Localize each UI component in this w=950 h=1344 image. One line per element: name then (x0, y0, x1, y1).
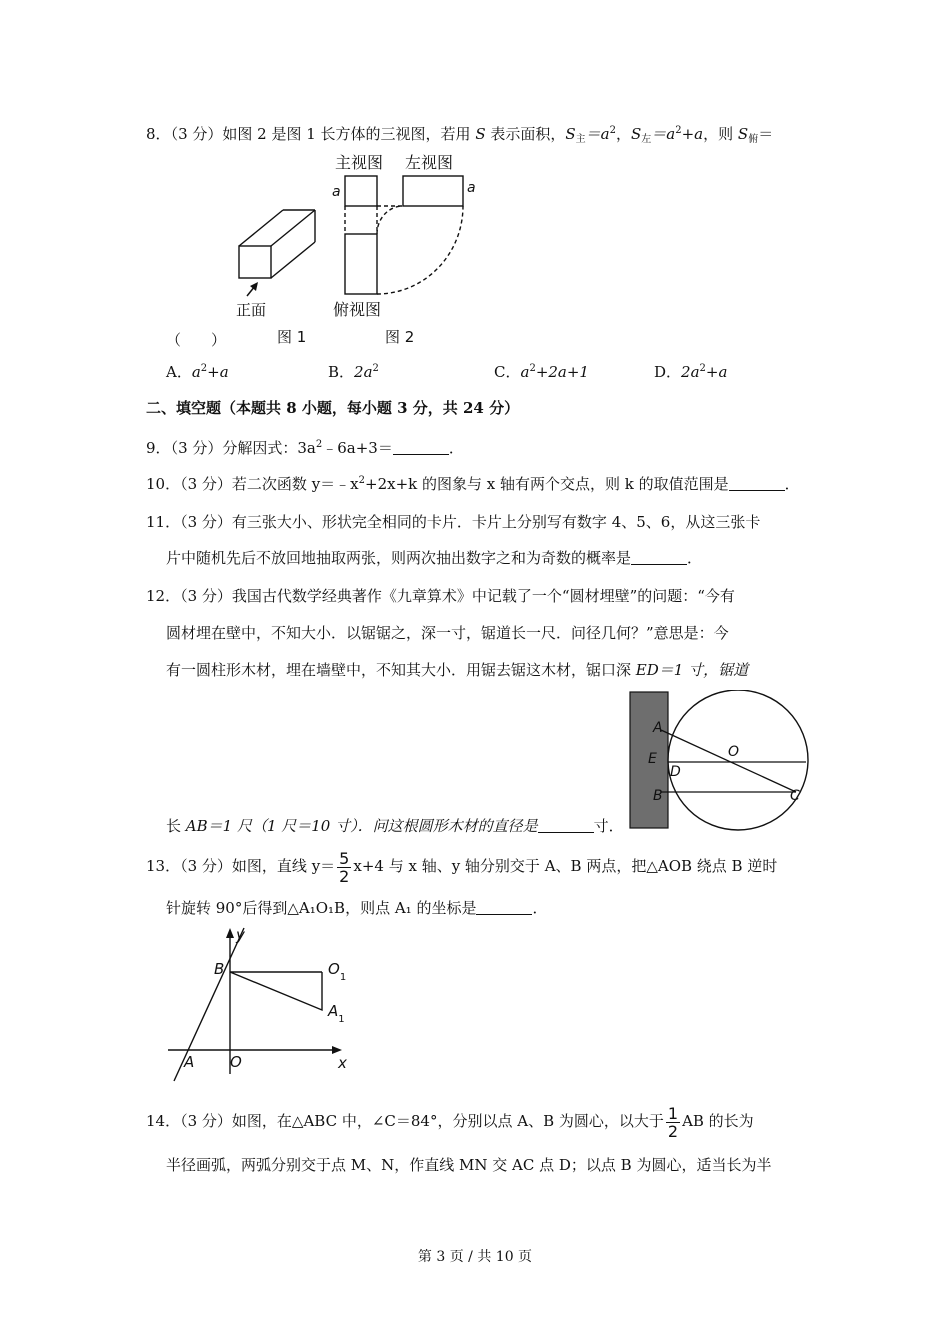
q8-figure (225, 148, 495, 348)
q9-line: 9．（3 分）分解因式：$3a^2﹣6a+3=$ ． (146, 439, 464, 457)
q8-text-b: 表示面积， (485, 125, 566, 143)
front-label: 正面 (236, 301, 267, 319)
q11-line1: 11．（3 分）有三张大小、形状完全相同的卡片．卡片上分别写有数字 4、5、6，从这三张卡 (146, 513, 761, 531)
q8-sub-top: 俯 (748, 134, 759, 145)
q8-s-left: S (631, 125, 642, 143)
label-D: D (670, 764, 681, 780)
q8-eq-a2: ＝a (585, 125, 610, 143)
q11-answer-blank[interactable] (631, 550, 687, 565)
fig2-label: 图 2 (385, 328, 415, 346)
q10-line: 10．（3 分）若二次函数 $y=﹣x^2+2x+k$ 的图象与 x 轴有两个交点，则 k 的取值范围是 ． (146, 475, 800, 493)
label-E: E (648, 751, 657, 767)
q13-text-b: x+4 与 x 轴、y 轴分别交于 A、B 两点，把△AOB 绕点 B 逆时 (353, 857, 778, 875)
q13-fraction: $\frac{5}{2}$ (339, 848, 350, 886)
q12-line3: 有一圆柱形木材，埋在墙壁中，不知其大小．用锯去锯这木材，锯口深 ED＝1 寸，锯道 (166, 661, 749, 679)
q14-line2: 半径画弧，两弧分别交于点 M、N，作直线 MN 交 AC 点 D；以点 B 为圆心，适当长为半 (166, 1156, 772, 1174)
q9-text-a: 分解因式：3a (222, 439, 316, 457)
q8-score: （3 分） (170, 125, 223, 143)
q13-line1: 13．（3 分）如图，直线 y＝ $\frac{5}{2}$ x+4 与 x 轴、y 轴分别交于 A、B 两点，把△AOB 绕点 B 逆时 (146, 848, 778, 886)
left-view-rect (403, 176, 463, 206)
cuboid-drawing (239, 210, 315, 278)
q8-plus-a: +a (681, 125, 704, 143)
label-O: O (230, 1053, 242, 1071)
main-view-rect (345, 176, 377, 206)
q13-text-a: 如图，直线 y＝ (231, 857, 336, 875)
q8-eq-a2a: ＝a (651, 125, 676, 143)
q12-line1: 12．（3 分）我国古代数学经典著作《九章算术》中记载了一个“圆材埋壁”的问题：“今有 (146, 587, 735, 605)
q8-text-a: 如图 2 是图 1 长方体的三视图，若用 (222, 125, 476, 143)
three-view-drawing (345, 176, 463, 294)
q8-eq: ＝ (758, 125, 774, 143)
q8-number: 8 (146, 125, 156, 143)
label-A: A (184, 1053, 195, 1071)
q10-answer-blank[interactable] (729, 476, 785, 491)
q14-fraction: $\frac{1}{2}$ (667, 1103, 679, 1141)
left-view-label: 左视图 (405, 153, 454, 172)
page-footer: 第 3 页 / 共 10 页 (417, 1249, 533, 1265)
q12-figure (626, 690, 812, 832)
q9-text-b: ﹣6a+3＝ (322, 439, 393, 457)
q8-sub-left: 左 (641, 134, 652, 145)
q12-line2: 圆材埋在壁中，不知大小．以锯锯之，深一寸，锯道长一尺．问径几何？”意思是：今 (166, 624, 729, 642)
q8-option-d[interactable]: D．$2a^2+a$ (654, 363, 728, 381)
label-A: A (653, 720, 663, 736)
label-O: O (728, 744, 740, 760)
label-B: B (214, 960, 225, 978)
q14-text-b: AB 的长为 (682, 1112, 754, 1130)
q14-line1: 14．（3 分）如图，在△ABC 中，∠C＝84°，分别以点 A、B 为圆心，以大于 $\frac{1}{2}$ AB 的长为 (146, 1103, 754, 1141)
q8-option-a[interactable]: A．$a^2+a$ (166, 363, 229, 381)
label-y: y (236, 926, 245, 944)
section2-title: 二、填空题（本题共 8 小题，每小题 3 分，共 24 分） (146, 399, 520, 417)
a-label-left: a (332, 184, 341, 200)
log-circle (668, 690, 808, 830)
q14-text-a: 如图，在△ABC 中，∠C＝84°，分别以点 A、B 为圆心，以大于 (231, 1112, 664, 1130)
q13-line2: 针旋转 90°后得到△A₁O₁B，则点 A₁ 的坐标是 ． (166, 899, 548, 917)
q11-text-2: 片中随机先后不放回地抽取两张，则两次抽出数字之和为奇数的概率是 (166, 549, 632, 567)
a-label-right: a (467, 180, 476, 196)
label-C: C (790, 788, 800, 804)
label-x: x (338, 1054, 347, 1072)
q8-sub-front: 主 (575, 134, 586, 145)
q13-answer-blank[interactable] (476, 900, 532, 915)
q8-option-b[interactable]: B．$2a^2$ (328, 363, 379, 381)
label-A1: $A_1$ (328, 1002, 345, 1025)
q8-option-c[interactable]: C．$a^2+2a+1$ (494, 363, 589, 381)
q13-text-2: 针旋转 90°后得到△A₁O₁B，则点 A₁ 的坐标是 (166, 899, 477, 917)
q8-s-front: S (565, 125, 576, 143)
label-B: B (653, 788, 663, 804)
top-view-rect (345, 234, 377, 294)
q12-line4: 长 AB＝1 尺（1 尺＝10 寸）．问这根圆形木材的直径是 寸． (166, 817, 624, 835)
q8-s-top: S (737, 125, 749, 143)
q11-line2: 片中随机先后不放回地抽取两张，则两次抽出数字之和为奇数的概率是 ． (166, 549, 703, 567)
q8-line1: 8．（3 分）如图 2 是图 1 长方体的三视图，若用 S 表示面积，$S_主=a^2$，$S_左=a^2+a$，则 $S_俯=$ (146, 125, 774, 145)
q8-var-s: S (475, 125, 486, 143)
q9-answer-blank[interactable] (393, 440, 449, 455)
q10-text-b: +2x+k 的图象与 x 轴有两个交点，则 k 的取值范围是 (365, 475, 729, 493)
q13-figure (164, 924, 354, 1084)
q12-answer-blank[interactable] (538, 818, 594, 833)
q8-text-c: ，则 (703, 125, 738, 143)
top-view-label: 俯视图 (333, 300, 382, 319)
fig1-label: 图 1 (277, 328, 307, 346)
main-view-label: 主视图 (335, 153, 384, 172)
q10-text-a: 若二次函数 y＝﹣x (231, 475, 359, 493)
q8-paren: （ ） (166, 331, 227, 349)
triangle-a1o1b (230, 972, 322, 1010)
q11-text-1: 有三张大小、形状完全相同的卡片．卡片上分别写有数字 4、5、6，从这三张卡 (231, 513, 761, 531)
q12-text-1: 我国古代数学经典著作《九章算术》中记载了一个“圆材埋壁”的问题：“今有 (231, 587, 735, 605)
front-arrow (247, 282, 258, 296)
label-O1: $O_1$ (328, 960, 347, 983)
